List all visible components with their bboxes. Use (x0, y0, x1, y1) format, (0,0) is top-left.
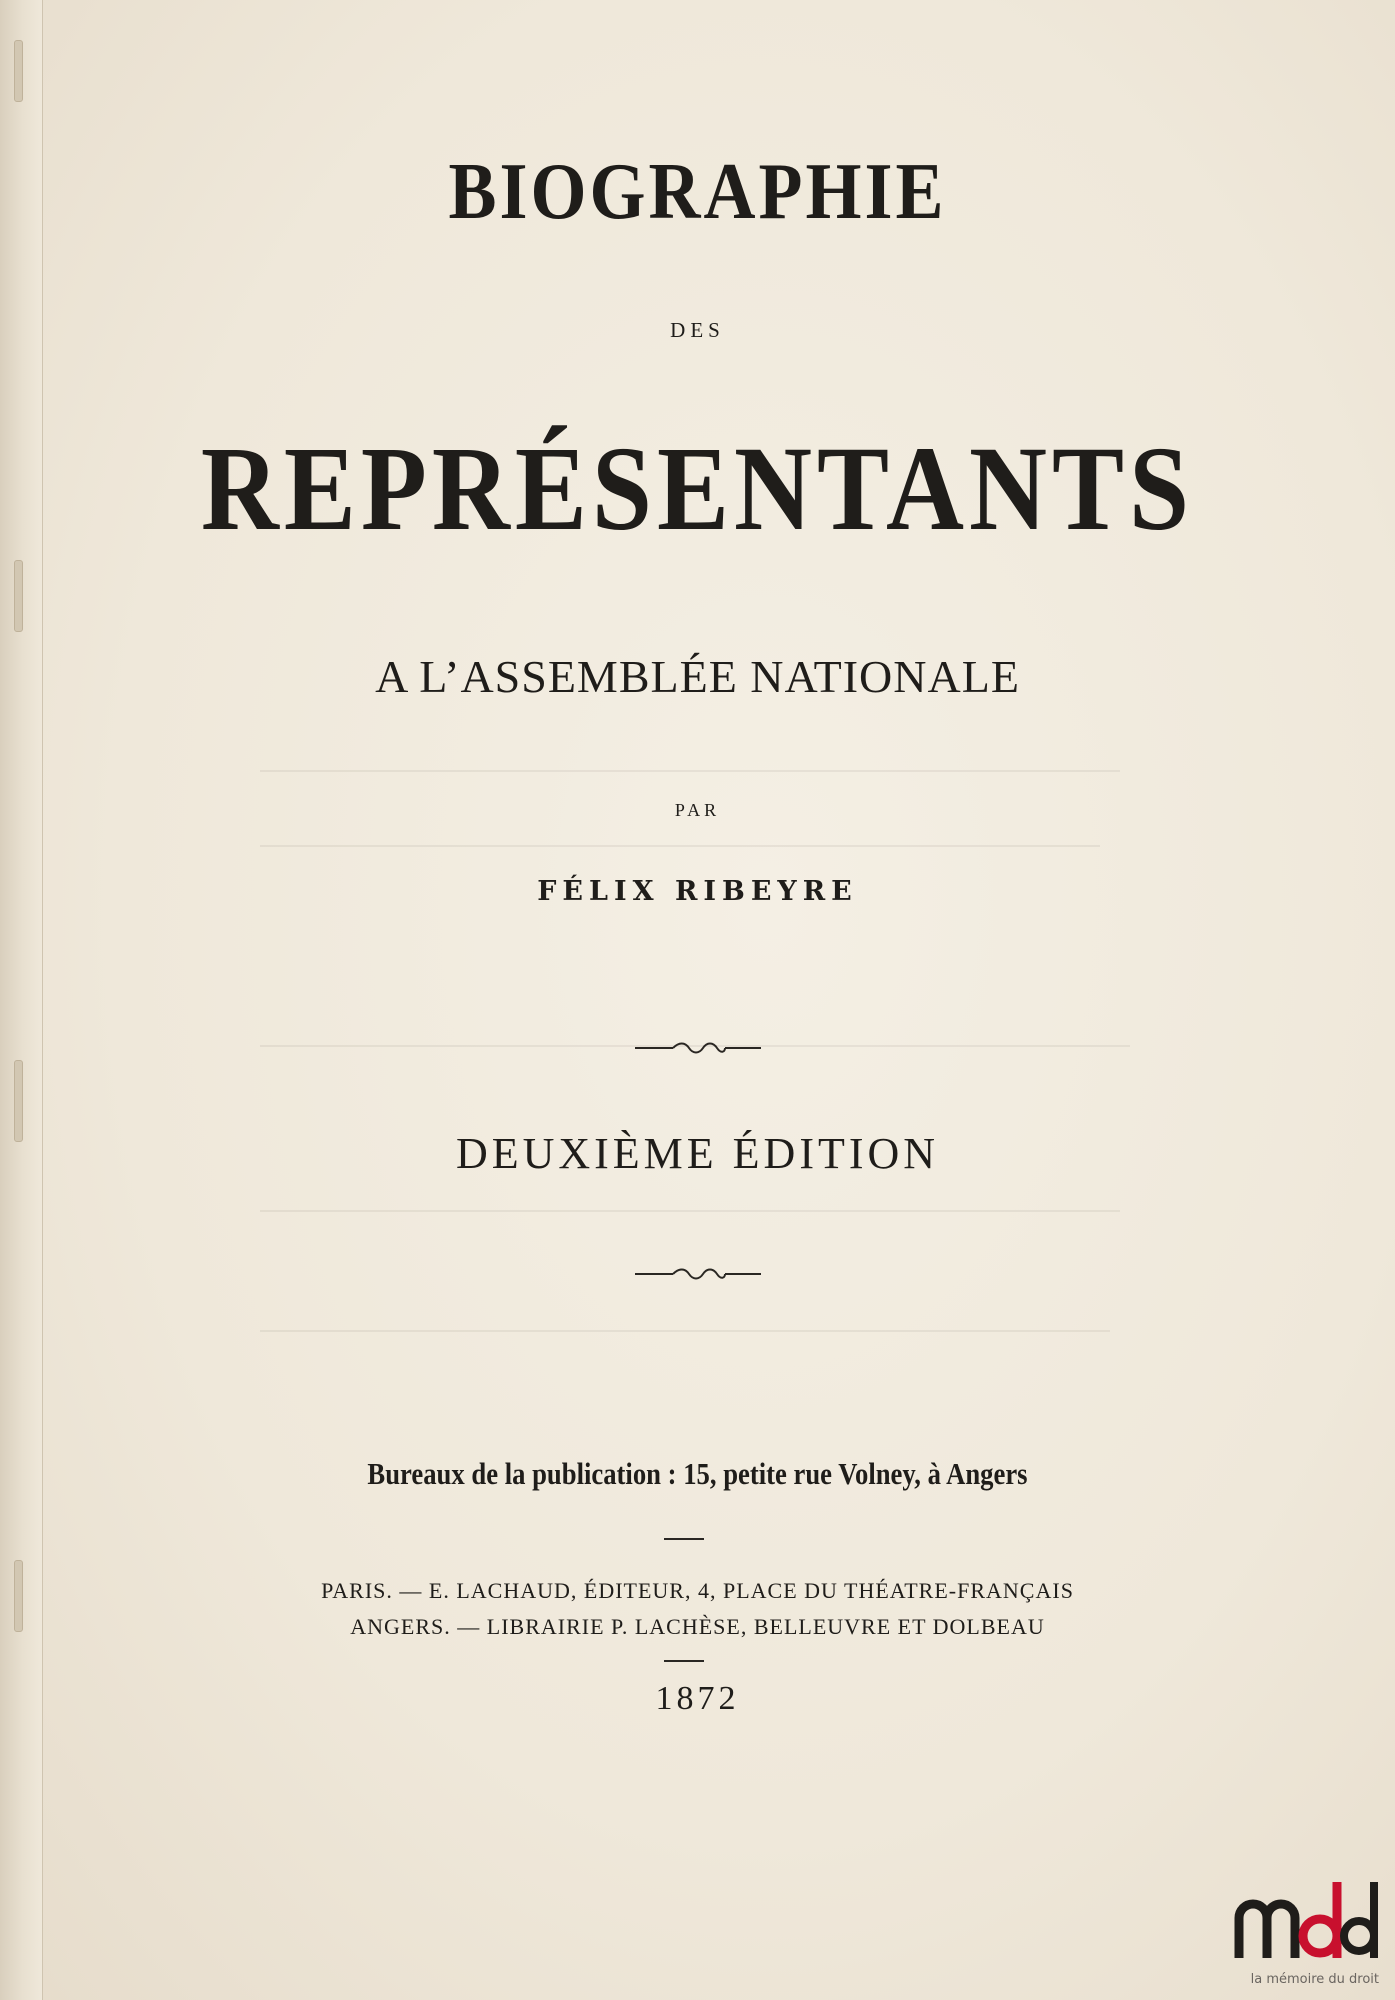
binding-stitch (14, 40, 23, 102)
show-through-text (260, 1210, 1120, 1212)
mdd-logo-icon (1233, 1862, 1383, 1970)
mdd-logo (1227, 1862, 1383, 2000)
imprint-angers: ANGERS. — LIBRAIRIE P. LACHÈSE, BELLEUVRE ET DOLBEAU (350, 1614, 1045, 1639)
publication-year: 1872 (655, 1680, 740, 1717)
ornament-divider-icon (0, 1266, 1395, 1286)
imprint-paris: PARIS. — E. LACHAUD, ÉDITEUR, 4, PLACE DU THÉATRE-FRANÇAIS (321, 1578, 1074, 1603)
edition-label: DEUXIÈME ÉDITION (455, 1129, 940, 1178)
by-label: PAR (674, 800, 721, 820)
short-rule (664, 1538, 704, 1540)
author-name: FÉLIX RIBEYRE (537, 876, 858, 907)
show-through-text (260, 845, 1100, 847)
title-line-representants: REPRÉSENTANTS (200, 422, 1195, 557)
publication-office: Bureaux de la publication : 15, petite rue Volney, à Angers (367, 1456, 1028, 1491)
short-rule (664, 1660, 704, 1662)
title-line-des: DES (670, 318, 725, 342)
subtitle-assemblee: A L’ASSEMBLÉE NATIONALE (375, 651, 1020, 702)
show-through-text (260, 1330, 1110, 1332)
mdd-tagline: la mémoire du droit (1250, 1972, 1379, 1987)
show-through-text (260, 770, 1120, 772)
binding-stitch (14, 560, 23, 632)
ornament-divider-icon (0, 1040, 1395, 1060)
title-line-biographie: BIOGRAPHIE (448, 146, 947, 236)
